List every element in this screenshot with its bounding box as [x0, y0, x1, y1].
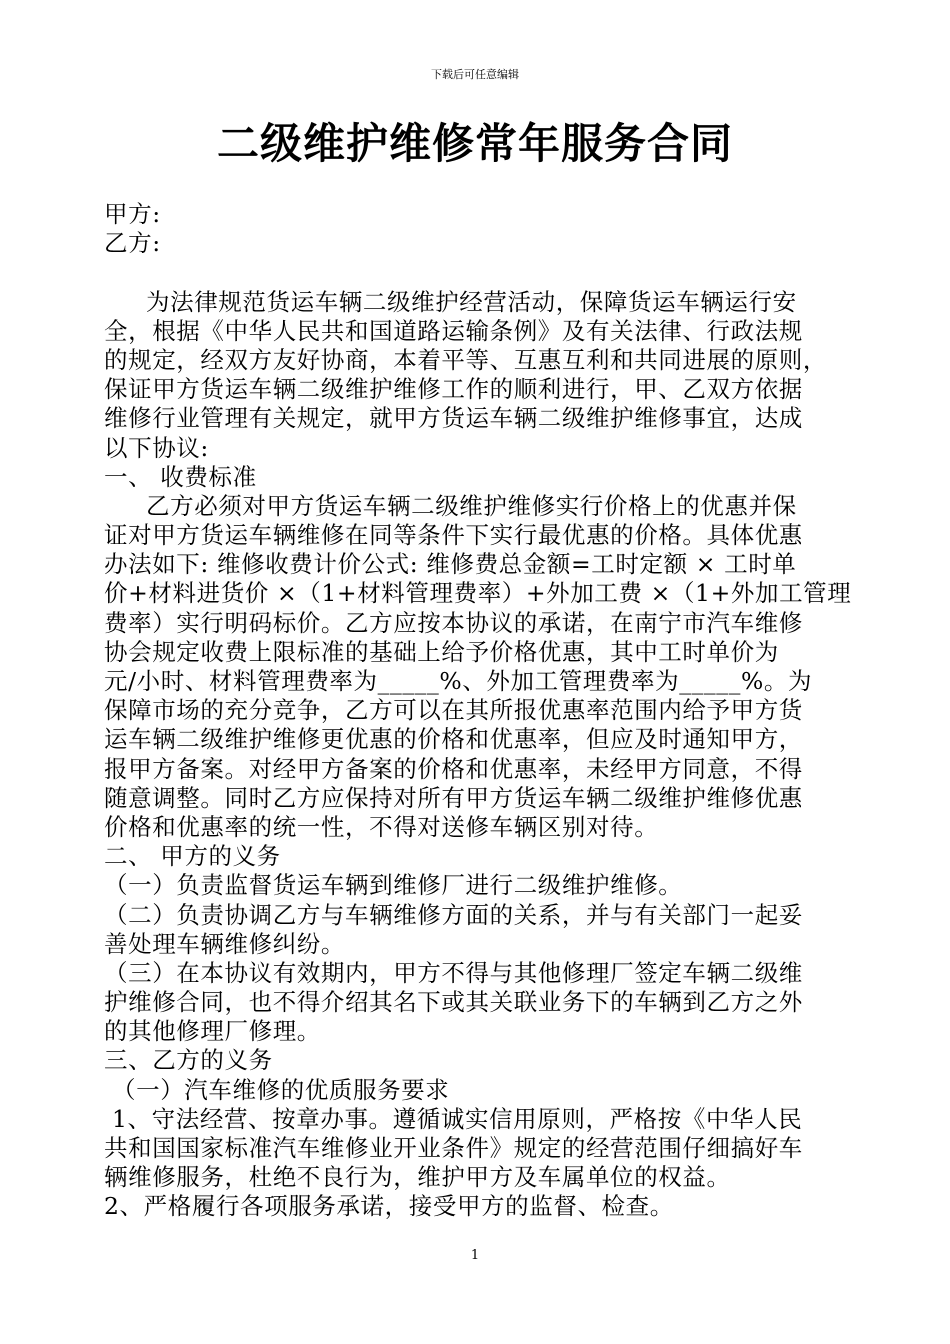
section3-line: 辆维修服务，杜绝不良行为，维护甲方及车属单位的权益。 — [104, 1163, 731, 1192]
section1-line: 价格和优惠率的统一性，不得对送修车辆区别对待。 — [104, 812, 659, 841]
document-title: 二级维护维修常年服务合同 — [216, 119, 733, 168]
preamble-line: 的规定，经双方友好协商，本着平等、互惠互利和共同进展的原则， — [104, 345, 827, 374]
section3-line: 2、严格履行各项服务承诺，接受甲方的监督、检查。 — [104, 1192, 674, 1221]
section2-line: （二）负责协调乙方与车辆维修方面的关系，并与有关部门一起妥 — [104, 900, 803, 929]
section1-line: 办法如下: 维修收费计价公式: 维修费总金额=工时定额 × 工时单 — [104, 550, 797, 579]
section2-line: 的其他修理厂修理。 — [104, 1017, 321, 1046]
section1-line: 随意调整。同时乙方应保持对所有甲方货运车辆二级维护维修优惠 — [104, 783, 803, 812]
preamble-line: 维修行业管理有关规定，就甲方货运车辆二级维护维修事宜，达成 — [104, 404, 803, 433]
section1-line: 价+材料进货价 ×（1+材料管理费率）+外加工费 ×（1+外加工管理 — [104, 579, 852, 608]
preamble-line: 为法律规范货运车辆二级维护经营活动，保障货运车辆运行安 — [146, 287, 797, 316]
section1-line: 乙方必须对甲方货运车辆二级维护维修实行价格上的优惠并保 — [146, 491, 797, 520]
section1-line: 运车辆二级维护维修更优惠的价格和优惠率，但应及时通知甲方， — [104, 725, 803, 754]
section1-line: 报甲方备案。对经甲方备案的价格和优惠率，未经甲方同意，不得 — [104, 754, 803, 783]
preamble-line: 保证甲方货运车辆二级维护维修工作的顺利进行，甲、乙双方依据 — [104, 375, 803, 404]
document-body — [104, 200, 852, 1222]
preamble-line: 以下协议: — [104, 433, 209, 462]
section2-line: （三）在本协议有效期内，甲方不得与其他修理厂签定车辆二级维 — [104, 958, 803, 987]
page-number: 1 — [470, 1248, 480, 1263]
section2-line: 护维修合同，也不得介绍其名下或其关联业务下的车辆到乙方之外 — [104, 988, 803, 1017]
blank-line — [104, 258, 846, 287]
section3-heading: 三、乙方的义务 — [104, 1046, 273, 1075]
section3-subheading: （一）汽车维修的优质服务要求 — [112, 1075, 450, 1104]
section1-heading: 一、 收费标准 — [104, 462, 257, 491]
preamble-line: 全，根据《中华人民共和国道路运输条例》及有关法律、行政法规 — [104, 316, 803, 345]
section1-line: 协会规定收费上限标准的基础上给予价格优惠，其中工时单价为 — [104, 637, 779, 666]
section2-heading: 二、 甲方的义务 — [104, 842, 281, 871]
section1-line: 保障市场的充分竞争，乙方可以在其所报优惠率范围内给予甲方货 — [104, 696, 803, 725]
header-note: 下载后可任意编辑 — [431, 68, 519, 81]
section1-line: 证对甲方货运车辆维修在同等条件下实行最优惠的价格。具体优惠 — [104, 521, 803, 550]
section2-line: 善处理车辆维修纠纷。 — [104, 929, 345, 958]
party-b-label: 乙方: — [104, 229, 161, 258]
section1-line: 元/小时、材料管理费率为_____%、外加工管理费率为_____%。为 — [104, 667, 813, 695]
section2-line: （一）负责监督货运车辆到维修厂进行二级维护维修。 — [104, 871, 683, 900]
party-a-label: 甲方: — [104, 200, 161, 228]
section3-line: 1、守法经营、按章办事。遵循诚实信用原则，严格按《中华人民 — [112, 1104, 803, 1133]
section3-line: 共和国国家标准汽车维修业开业条件》规定的经营范围仔细搞好车 — [104, 1134, 803, 1162]
section1-line: 费率）实行明码标价。乙方应按本协议的承诺，在南宁市汽车维修 — [104, 608, 803, 637]
